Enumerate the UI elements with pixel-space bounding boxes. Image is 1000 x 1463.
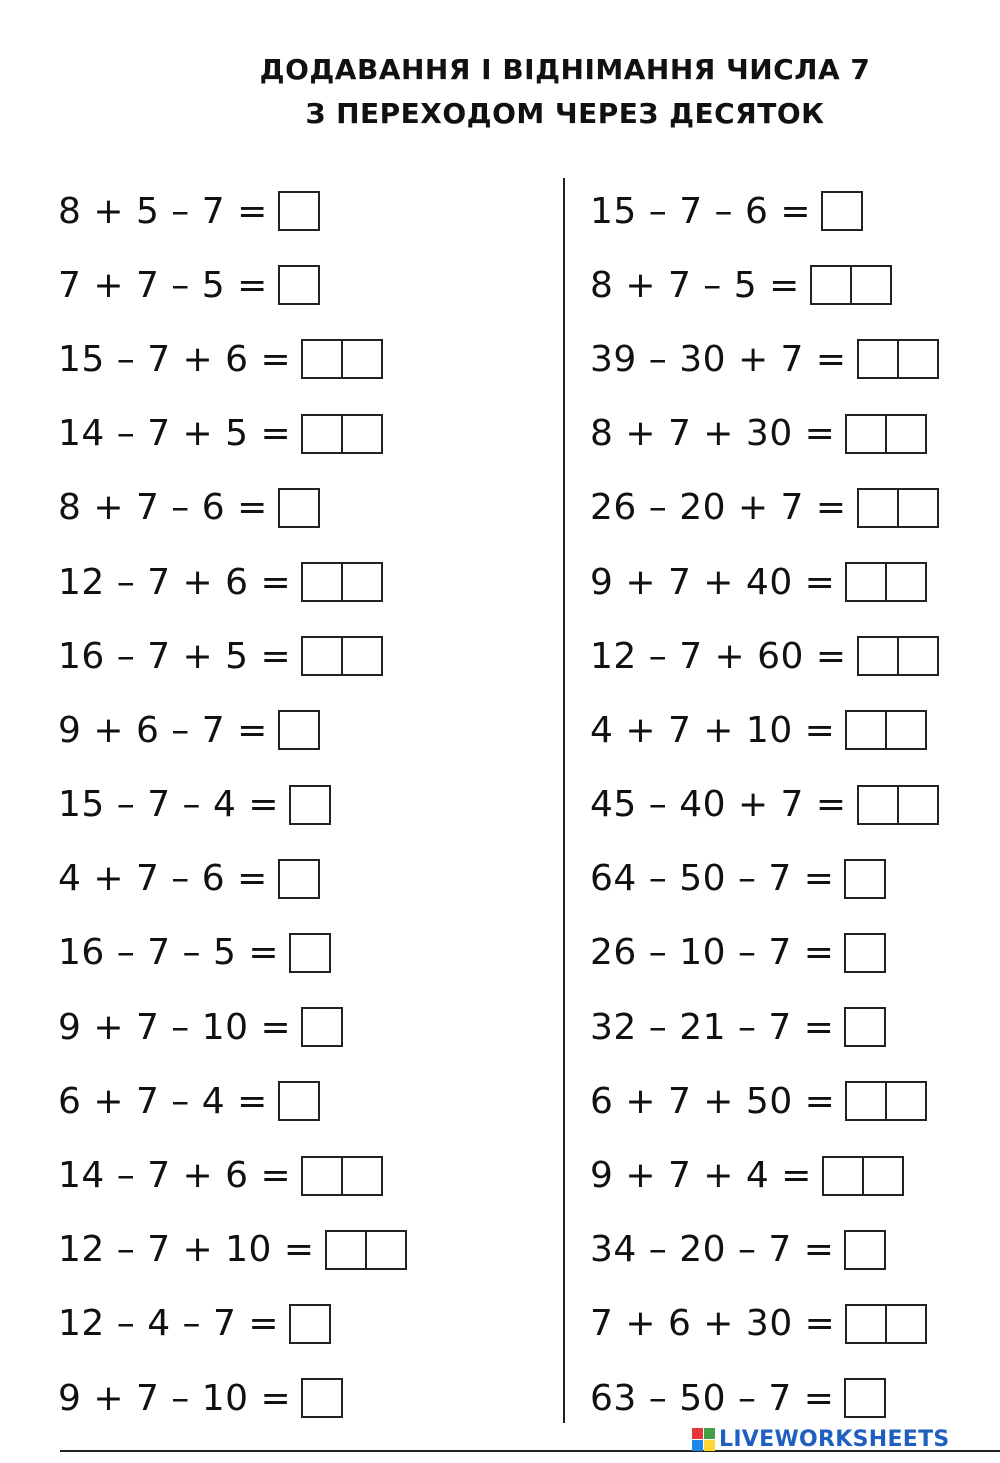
exercise-row <box>590 174 939 248</box>
answer-digit-cell[interactable] <box>885 1081 927 1121</box>
exercise-expression: 14 – 7 + 5 = <box>58 413 292 455</box>
answer-box[interactable] <box>845 562 927 602</box>
answer-box[interactable] <box>301 339 383 379</box>
answer-digit-cell[interactable] <box>885 414 927 454</box>
answer-box[interactable] <box>857 488 939 528</box>
exercise-row <box>58 619 407 693</box>
exercise-expression: 15 – 7 + 6 = <box>58 338 292 380</box>
answer-box[interactable] <box>301 636 383 676</box>
answer-digit-cell[interactable] <box>341 636 383 676</box>
exercise-row <box>58 248 407 322</box>
exercise-row <box>58 545 407 619</box>
answer-digit-cell[interactable] <box>844 1230 886 1270</box>
exercise-expression: 8 + 7 – 5 = <box>590 264 800 306</box>
answer-digit-cell[interactable] <box>845 562 887 602</box>
exercise-row <box>590 842 939 916</box>
exercise-row <box>590 1138 939 1212</box>
answer-box[interactable] <box>857 339 939 379</box>
right-exercise-column <box>590 174 939 1435</box>
exercise-row <box>590 1361 939 1435</box>
answer-box[interactable] <box>810 265 892 305</box>
answer-digit-cell[interactable] <box>278 1081 320 1121</box>
exercise-row <box>58 1138 407 1212</box>
exercise-expression: 15 – 7 – 4 = <box>58 784 279 826</box>
exercise-expression: 7 + 7 – 5 = <box>58 264 268 306</box>
answer-digit-cell[interactable] <box>301 636 343 676</box>
exercise-expression: 63 – 50 – 7 = <box>590 1377 835 1419</box>
answer-box[interactable] <box>278 191 320 231</box>
answer-digit-cell[interactable] <box>857 636 899 676</box>
answer-digit-cell[interactable] <box>897 785 939 825</box>
exercise-row <box>58 322 407 396</box>
answer-box[interactable] <box>844 1007 886 1047</box>
exercise-row <box>590 1213 939 1287</box>
answer-digit-cell[interactable] <box>845 414 887 454</box>
answer-digit-cell[interactable] <box>844 1378 886 1418</box>
exercise-expression: 12 – 7 + 6 = <box>58 561 292 603</box>
exercise-row <box>58 693 407 767</box>
exercise-expression: 9 + 7 + 4 = <box>590 1155 812 1197</box>
answer-digit-cell[interactable] <box>810 265 852 305</box>
answer-digit-cell[interactable] <box>857 785 899 825</box>
answer-box[interactable] <box>289 785 331 825</box>
answer-digit-cell[interactable] <box>301 414 343 454</box>
column-divider <box>563 178 565 1423</box>
answer-digit-cell[interactable] <box>857 339 899 379</box>
answer-digit-cell[interactable] <box>341 562 383 602</box>
exercise-expression: 16 – 7 + 5 = <box>58 635 292 677</box>
answer-box[interactable] <box>821 191 863 231</box>
exercise-expression: 14 – 7 + 6 = <box>58 1155 292 1197</box>
exercise-row <box>590 248 939 322</box>
answer-box[interactable] <box>857 636 939 676</box>
exercise-expression: 9 + 6 – 7 = <box>58 709 268 751</box>
answer-digit-cell[interactable] <box>845 1304 887 1344</box>
answer-box[interactable] <box>278 710 320 750</box>
answer-digit-cell[interactable] <box>897 488 939 528</box>
answer-box[interactable] <box>289 933 331 973</box>
title-line-1: ДОДАВАННЯ І ВІДНІМАННЯ ЧИСЛА 7 <box>259 53 871 86</box>
exercise-row <box>58 1064 407 1138</box>
liveworksheets-logo <box>692 1426 950 1452</box>
exercise-row <box>590 471 939 545</box>
answer-digit-cell[interactable] <box>278 191 320 231</box>
answer-box[interactable] <box>301 414 383 454</box>
answer-digit-cell[interactable] <box>341 1156 383 1196</box>
exercise-expression: 26 – 20 + 7 = <box>590 487 847 529</box>
exercise-expression: 9 + 7 – 10 = <box>58 1006 292 1048</box>
answer-box[interactable] <box>301 1007 343 1047</box>
answer-digit-cell[interactable] <box>301 1378 343 1418</box>
exercise-expression: 8 + 7 + 30 = <box>590 413 836 455</box>
answer-box[interactable] <box>301 1378 343 1418</box>
answer-box[interactable] <box>278 265 320 305</box>
exercise-row <box>58 1361 407 1435</box>
answer-digit-cell[interactable] <box>845 710 887 750</box>
answer-box[interactable] <box>844 1378 886 1418</box>
answer-digit-cell[interactable] <box>822 1156 864 1196</box>
exercise-row <box>58 397 407 471</box>
answer-box[interactable] <box>822 1156 904 1196</box>
exercise-row <box>590 916 939 990</box>
answer-digit-cell[interactable] <box>850 265 892 305</box>
answer-box[interactable] <box>325 1230 407 1270</box>
answer-digit-cell[interactable] <box>844 859 886 899</box>
answer-digit-cell[interactable] <box>301 339 343 379</box>
exercise-row <box>590 619 939 693</box>
answer-box[interactable] <box>844 859 886 899</box>
answer-box[interactable] <box>845 1304 927 1344</box>
exercise-expression: 12 – 4 – 7 = <box>58 1303 279 1345</box>
exercise-expression: 12 – 7 + 10 = <box>58 1229 315 1271</box>
exercise-row <box>58 174 407 248</box>
answer-digit-cell[interactable] <box>278 488 320 528</box>
exercise-expression: 34 – 20 – 7 = <box>590 1229 835 1271</box>
answer-digit-cell[interactable] <box>862 1156 904 1196</box>
exercise-row <box>590 1287 939 1361</box>
answer-digit-cell[interactable] <box>301 562 343 602</box>
exercise-row <box>58 842 407 916</box>
exercise-row <box>58 916 407 990</box>
exercise-expression: 6 + 7 – 4 = <box>58 1080 268 1122</box>
exercise-row <box>590 322 939 396</box>
answer-box[interactable] <box>844 933 886 973</box>
answer-box[interactable] <box>278 859 320 899</box>
exercise-expression: 9 + 7 + 40 = <box>590 561 836 603</box>
answer-digit-cell[interactable] <box>844 1007 886 1047</box>
exercise-expression: 16 – 7 – 5 = <box>58 932 279 974</box>
exercise-row <box>590 768 939 842</box>
exercise-row <box>58 990 407 1064</box>
exercise-expression: 45 – 40 + 7 = <box>590 784 847 826</box>
answer-digit-cell[interactable] <box>289 1304 331 1344</box>
answer-digit-cell[interactable] <box>845 1081 887 1121</box>
answer-digit-cell[interactable] <box>341 339 383 379</box>
answer-digit-cell[interactable] <box>278 710 320 750</box>
answer-digit-cell[interactable] <box>289 785 331 825</box>
answer-digit-cell[interactable] <box>278 265 320 305</box>
answer-digit-cell[interactable] <box>325 1230 367 1270</box>
answer-digit-cell[interactable] <box>885 710 927 750</box>
left-exercise-column <box>58 174 407 1435</box>
worksheet-title <box>250 48 880 136</box>
exercise-expression: 26 – 10 – 7 = <box>590 932 835 974</box>
answer-digit-cell[interactable] <box>821 191 863 231</box>
liveworksheets-logo-icon <box>692 1428 715 1451</box>
answer-digit-cell[interactable] <box>844 933 886 973</box>
title-line-2: З ПЕРЕХОДОМ ЧЕРЕЗ ДЕСЯТОК <box>305 97 825 130</box>
answer-digit-cell[interactable] <box>301 1007 343 1047</box>
exercise-expression: 7 + 6 + 30 = <box>590 1303 836 1345</box>
answer-box[interactable] <box>844 1230 886 1270</box>
answer-box[interactable] <box>301 1156 383 1196</box>
answer-digit-cell[interactable] <box>365 1230 407 1270</box>
exercise-expression: 6 + 7 + 50 = <box>590 1080 836 1122</box>
answer-digit-cell[interactable] <box>301 1156 343 1196</box>
exercise-row <box>590 1064 939 1138</box>
watermark-text: LIVEWORKSHEETS <box>719 1426 950 1452</box>
exercise-expression: 32 – 21 – 7 = <box>590 1006 835 1048</box>
exercise-expression: 15 – 7 – 6 = <box>590 190 811 232</box>
answer-box[interactable] <box>278 1081 320 1121</box>
answer-digit-cell[interactable] <box>289 933 331 973</box>
exercise-row <box>58 1287 407 1361</box>
answer-box[interactable] <box>845 1081 927 1121</box>
answer-digit-cell[interactable] <box>278 859 320 899</box>
answer-digit-cell[interactable] <box>885 562 927 602</box>
exercise-expression: 12 – 7 + 60 = <box>590 635 847 677</box>
answer-digit-cell[interactable] <box>857 488 899 528</box>
exercise-expression: 39 – 30 + 7 = <box>590 338 847 380</box>
exercise-row <box>590 990 939 1064</box>
exercise-row <box>590 693 939 767</box>
answer-box[interactable] <box>301 562 383 602</box>
exercise-row <box>58 768 407 842</box>
answer-box[interactable] <box>857 785 939 825</box>
answer-digit-cell[interactable] <box>897 339 939 379</box>
answer-box[interactable] <box>289 1304 331 1344</box>
exercise-expression: 8 + 5 – 7 = <box>58 190 268 232</box>
exercise-expression: 64 – 50 – 7 = <box>590 858 835 900</box>
exercise-row <box>590 397 939 471</box>
exercise-expression: 4 + 7 – 6 = <box>58 858 268 900</box>
exercise-expression: 9 + 7 – 10 = <box>58 1377 292 1419</box>
answer-digit-cell[interactable] <box>897 636 939 676</box>
answer-box[interactable] <box>845 710 927 750</box>
answer-box[interactable] <box>278 488 320 528</box>
exercise-row <box>590 545 939 619</box>
exercise-expression: 8 + 7 – 6 = <box>58 487 268 529</box>
exercise-row <box>58 1213 407 1287</box>
answer-digit-cell[interactable] <box>885 1304 927 1344</box>
exercise-expression: 4 + 7 + 10 = <box>590 709 836 751</box>
answer-digit-cell[interactable] <box>341 414 383 454</box>
answer-box[interactable] <box>845 414 927 454</box>
exercise-row <box>58 471 407 545</box>
